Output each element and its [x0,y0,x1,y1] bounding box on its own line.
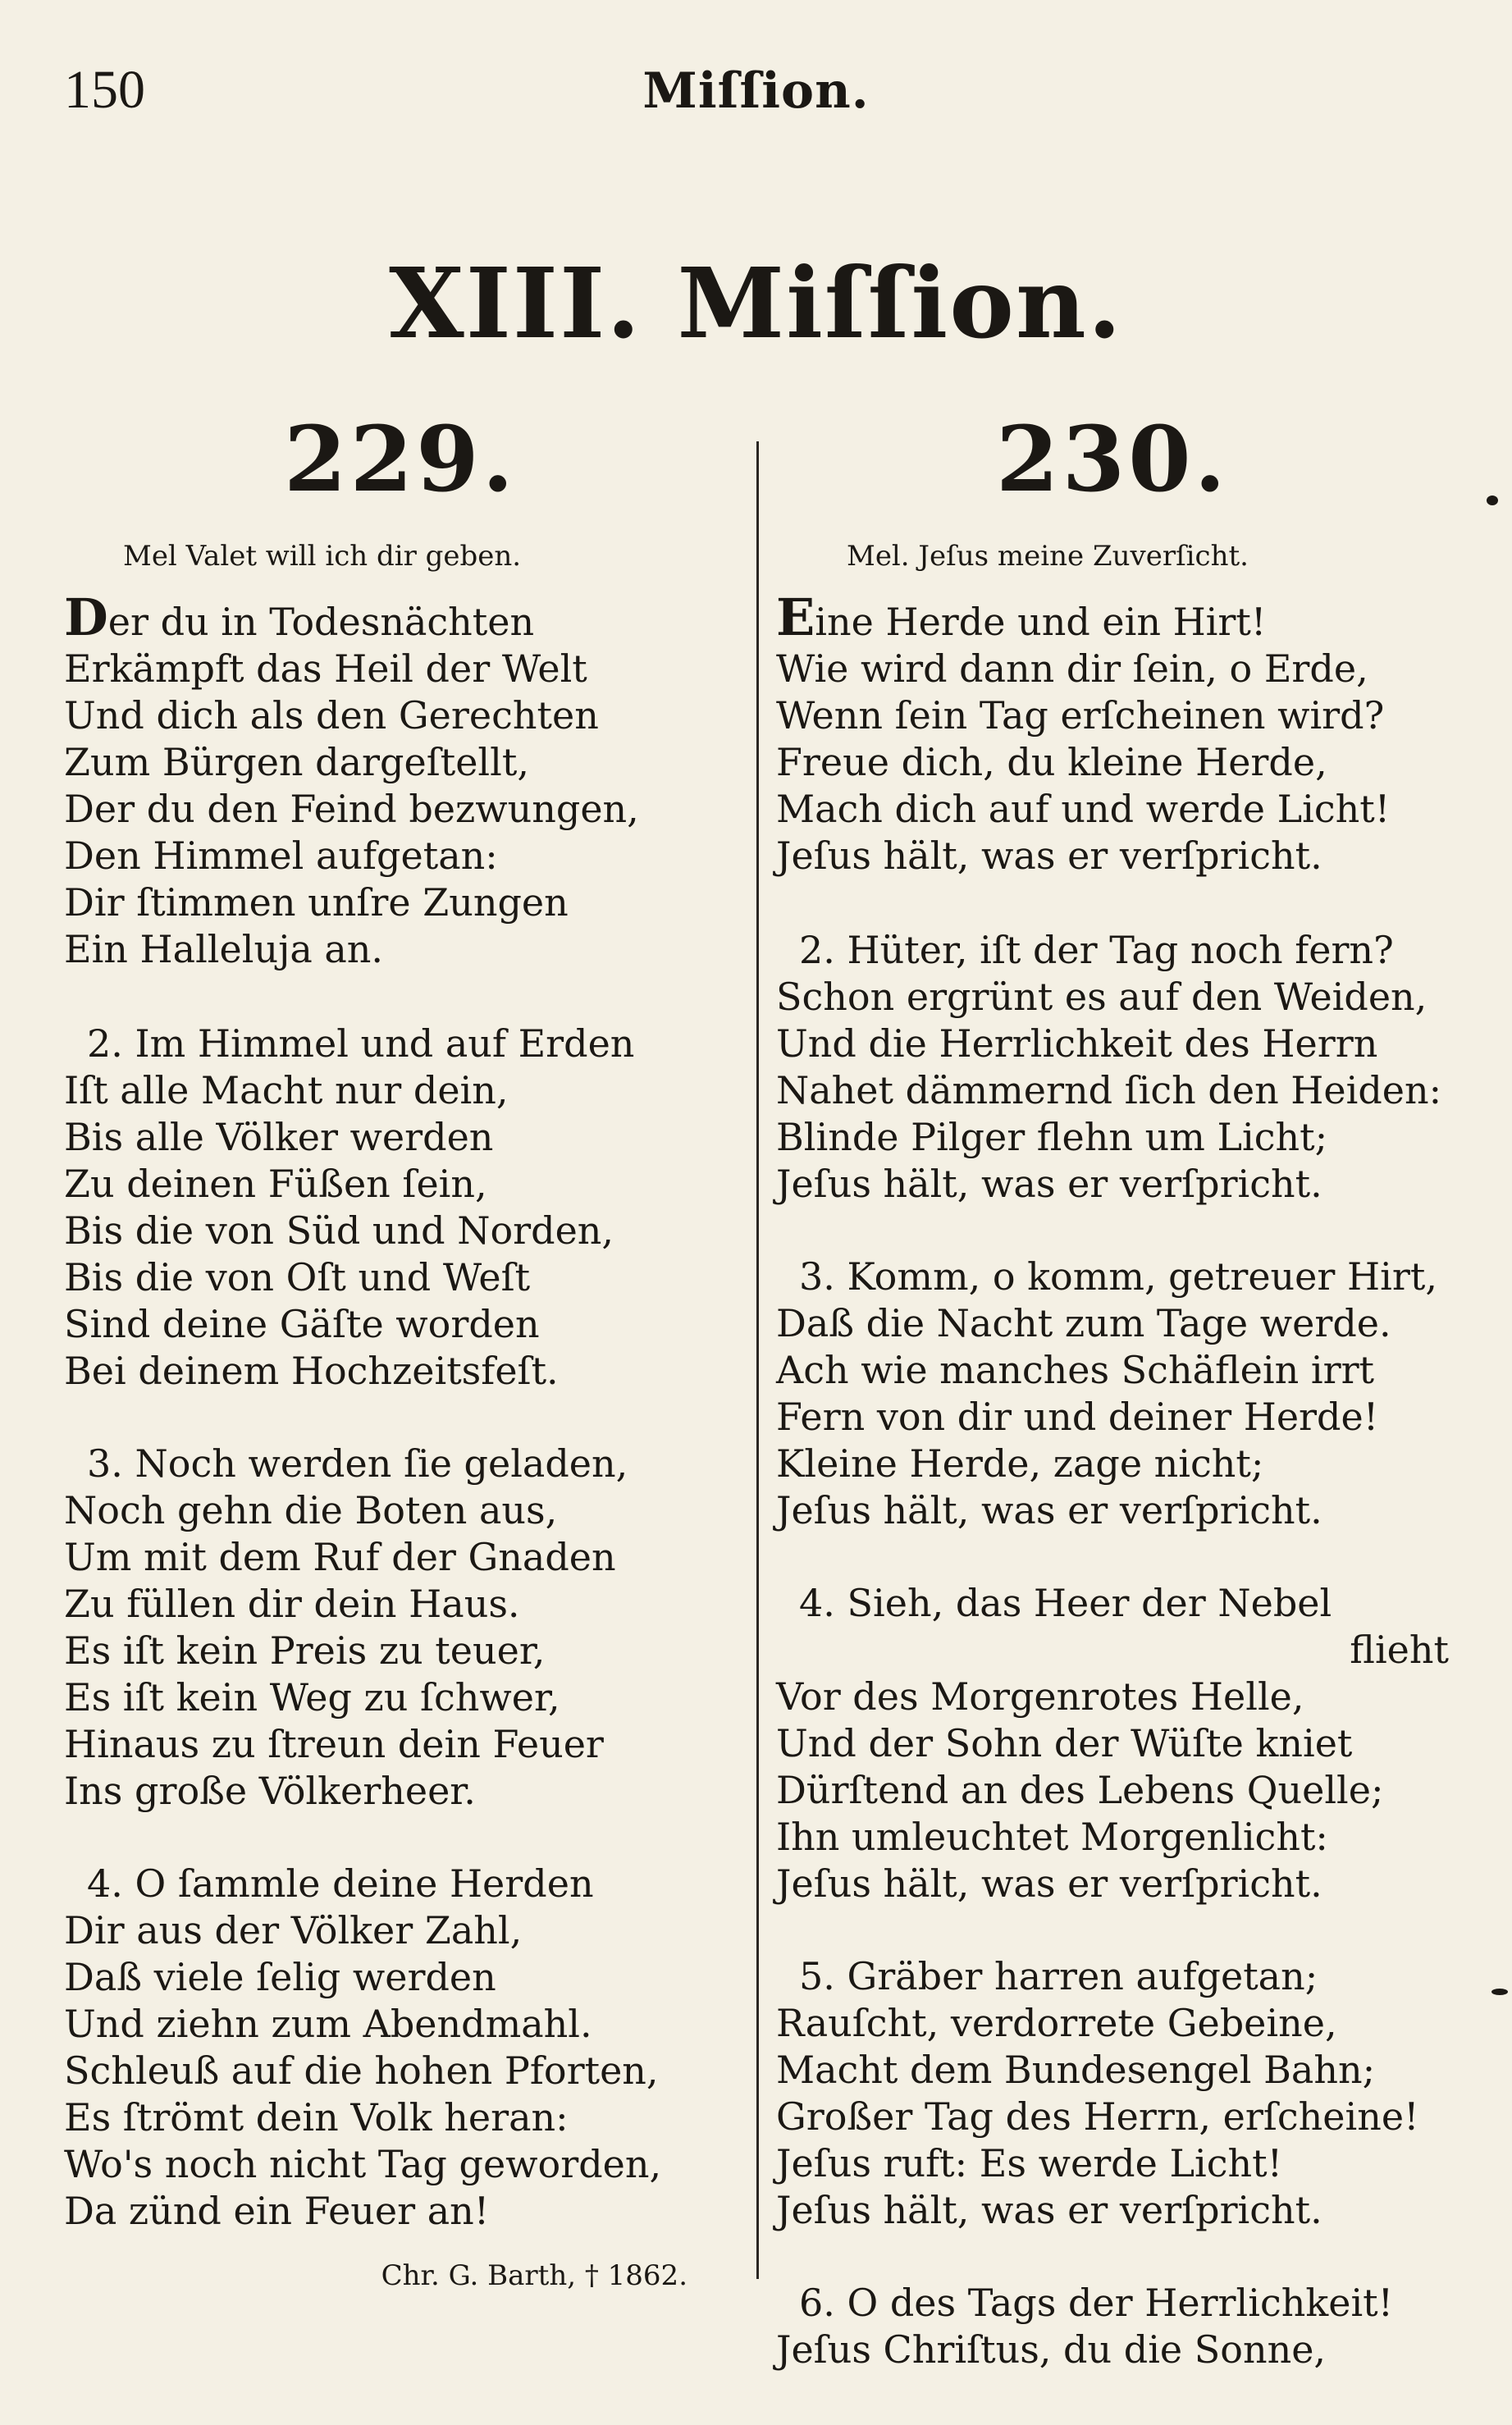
stanza-line: Großer Tag des Herrn, erſcheine! [776,2094,1419,2139]
stanza-1 [776,587,1449,879]
stanza-line: 4. O ſammle deine Herden [87,1861,594,1906]
stanza-line: Um mit dem Ruf der Gnaden [64,1535,616,1579]
drop-cap: E [776,587,815,647]
stanza-line: Jeſus ruft: Es werde Licht! [776,2141,1283,2185]
stanza-line: 2. Hüter, iſt der Tag noch fern? [799,928,1394,972]
stanza-line: Bis die von Süd und Norden, [64,1208,614,1253]
melody-reference: Mel. Jeſus meine Zuverſicht. [847,540,1249,573]
stanza-5 [776,1953,1449,2234]
stanza-1 [64,587,737,973]
section-title: XIII. Miſſion. [389,246,1123,360]
stanza-line: Iſt alle Macht nur dein, [64,1068,509,1112]
stanza-line: Jeſus hält, was er verſpricht. [776,1861,1322,1906]
stanza-line: Jeſus hält, was er verſpricht. [776,2188,1322,2232]
stanza-line: Wo's noch nicht Tag geworden, [64,2142,662,2186]
stanza-line: Hinaus zu ſtreun dein Feuer [64,1722,604,1766]
stanza-3 [776,1254,1449,1534]
stanza-line: Jeſus hält, was er verſpricht. [776,1488,1322,1532]
stanza-line: Bis die von Oſt und Weſt [64,1255,531,1299]
stanza-line: Und die Herrlichkeit des Herrn [776,1021,1378,1066]
stanza-line: Kleine Herde, zage nicht; [776,1441,1264,1486]
line-text: er du in Todesnächten [107,600,535,644]
stanza-line: Zu deinen Füßen ſein, [64,1162,487,1206]
stanza-2 [776,927,1449,1208]
margin-mark [1491,1989,1508,1995]
line-text: ine Herde und ein Hirt! [815,600,1267,644]
stanza-line: 6. O des Tags der Herrlichkeit! [799,2281,1394,2325]
stanza-line: Ihn umleuchtet Morgenlicht: [776,1815,1328,1859]
stanza-line: Dürſtend an des Lebens Quelle; [776,1768,1384,1812]
stanza-2 [64,1021,737,1395]
melody-reference: Mel Valet will ich dir geben. [123,540,522,573]
stanza-line: Sind deine Gäſte worden [64,1302,540,1346]
stanza-line: 3. Komm, o komm, getreuer Hirt, [799,1254,1437,1299]
hymn-number: 229. [284,406,517,512]
drop-cap: D [64,587,108,647]
stanza-line: Ein Halleluja an. [64,927,384,971]
stanza-line [64,587,737,647]
stanza-line: 5. Gräber harren aufgetan; [799,1954,1318,1998]
stanza-line: Noch gehn die Boten aus, [64,1488,558,1532]
stanza-line: 2. Im Himmel und auf Erden [87,1021,635,1066]
running-head: Miſſion. [642,62,870,120]
stanza-line: Schon ergrünt es auf den Weiden, [776,975,1427,1019]
column-divider [756,441,759,2279]
stanza-line: Zu füllen dir dein Haus. [64,1582,520,1626]
stanza-line: Daß viele ſelig werden [64,1955,496,1999]
hymn-number: 230. [996,406,1229,512]
stanza-line: Rauſcht, verdorrete Gebeine, [776,2001,1337,2045]
stanza-line: Wenn ſein Tag erſcheinen wird? [776,693,1385,738]
stanza-line [776,587,1449,647]
stanza-line: Den Himmel aufgetan: [64,833,498,878]
stanza-line: Es iſt kein Weg zu ſchwer, [64,1675,560,1719]
stanza-line: Ach wie manches Schäflein irrt [776,1348,1375,1392]
stanza-line: Dir ſtimmen unſre Zungen [64,880,569,925]
stanza-line: Macht dem Bundesengel Bahn; [776,2048,1376,2092]
stanza-line: Daß die Nacht zum Tage werde. [776,1301,1391,1345]
stanza-line: 4. Sieh, das Heer der Nebel [799,1581,1332,1625]
stanza-line: Es ſtrömt dein Volk heran: [64,2095,569,2140]
stanza-line: 3. Noch werden ſie geladen, [87,1441,628,1486]
stanza-line: Mach dich auf und werde Licht! [776,787,1391,831]
stanza-line: Es iſt kein Preis zu teuer, [64,1628,546,1673]
hymn-229-column [64,406,737,2295]
stanza-line: Fern von dir und deiner Herde! [776,1395,1379,1439]
stanza-line: Erkämpft das Heil der Welt [64,646,587,691]
stanza-line: Und ziehn zum Abendmahl. [64,2002,592,2046]
stanza-line: Der du den Feind bezwungen, [64,787,639,831]
stanza-line: Schleuß auf die hohen Pforten, [64,2048,659,2093]
stanza-line: Jeſus hält, was er verſpricht. [776,833,1322,878]
stanza-line: Vor des Morgenrotes Helle, [776,1674,1304,1719]
stanza-3 [64,1441,737,1815]
stanza-line: Bei deinem Hochzeitsfeſt. [64,1349,559,1393]
stanza-line-runover: flieht [1350,1628,1449,1672]
stanza-line: Da zünd ein Feuer an! [64,2189,490,2233]
stanza-line: Freue dich, du kleine Herde, [776,740,1327,784]
stanza-line: Zum Bürgen dargeſtellt, [64,740,529,784]
stanza-line: Ins große Völkerheer. [64,1769,476,1813]
hymn-230-column [776,406,1449,2419]
stanza-line: Jeſus hält, was er verſpricht. [776,1162,1322,1206]
stanza-line: Jeſus Chriſtus, du die Sonne, [776,2327,1327,2372]
page-number: 150 [64,60,145,120]
stanza-line: Und der Sohn der Wüſte kniet [776,1721,1353,1765]
stanza-4 [64,1861,737,2235]
author-attribution: Chr. G. Barth, † 1862. [381,2259,687,2292]
margin-mark [1487,496,1498,505]
stanza-line: Und dich als den Gerechten [64,693,599,738]
stanza-line: Wie wird dann dir ſein, o Erde, [776,646,1368,691]
stanza-line: Nahet dämmernd ſich den Heiden: [776,1068,1442,1112]
stanza-4 [776,1580,1449,1907]
stanza-line: Bis alle Völker werden [64,1115,494,1159]
stanza-line: Blinde Pilger flehn um Licht; [776,1115,1328,1159]
stanza-6 [776,2280,1449,2373]
stanza-line: Dir aus der Völker Zahl, [64,1908,523,1952]
